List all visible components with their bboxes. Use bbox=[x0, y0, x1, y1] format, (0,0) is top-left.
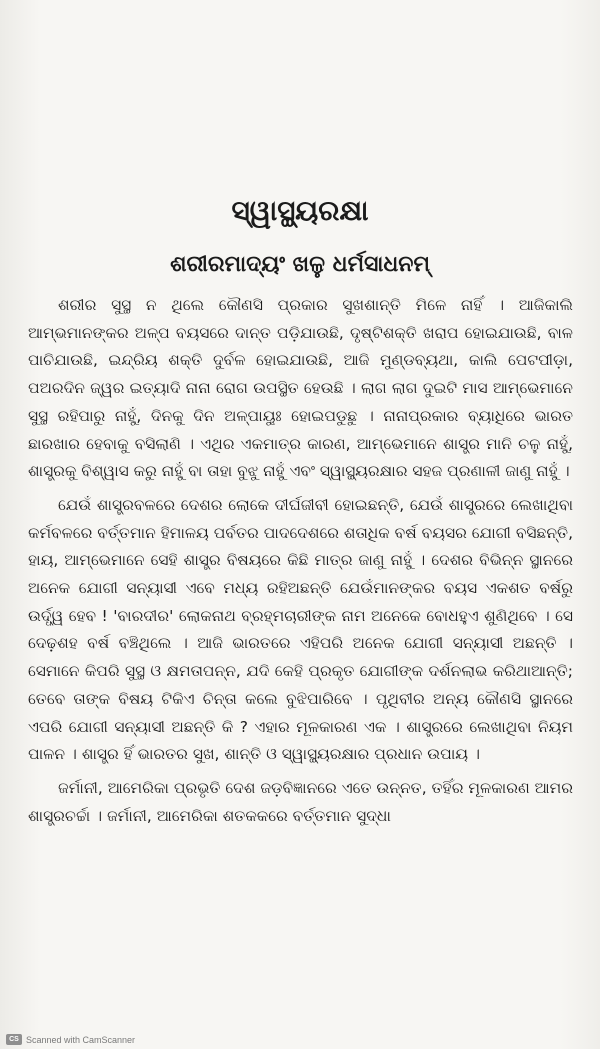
camscanner-logo-icon: CS bbox=[6, 1034, 22, 1045]
paragraph-1: ଶରୀର ସୁସ୍ଥ ନ ଥିଲେ କୌଣସି ପ୍ରକାର ସୁଖଶାନ୍ତି ମିଳେ ନାହିଁ । ଆଜିକାଲି ଆମ୍ଭମାନଙ୍କର ଅଳ୍ପ ବୟସରେ ଦାନ୍ତ ପଡ଼ିଯାଉଛି, ଦୃଷ୍ଟିଶକ୍ତି ଖରାପ ହୋଇଯାଉଛି, ବାଳ ପାଚିଯାଉଛି, ଇନ୍ଦ୍ରିୟ ଶକ୍ତି ଦୁର୍ବଳ ହୋଇଯାଉଛି, ଆଜି ମୁଣ୍ଡବ୍ୟଥା, କାଲି ପେଟପୀଡ଼ା, ପଅରଦିନ ଜ୍ୱର ଇତ୍ୟାଦି ନାନା ରୋଗ ଉପସ୍ଥିତ ହେଉଛି । ଲାଗ ଲାଗ ଦୁଇଟି ମାସ ଆମ୍ଭେମାନେ ସୁସ୍ଥ ରହିପାରୁ ନାହୁଁ, ଦିନକୁ ଦିନ ଅଳ୍ପାୟୁଃ ହୋଇପଡୁଛୁ । ନାନାପ୍ରକାର ବ୍ୟାଧିରେ ଭାରତ ଛାରଖାର ହେବାକୁ ବସିଲାଣି । ଏଥିର ଏକମାତ୍ର କାରଣ, ଆମ୍ଭେମାନେ ଶାସ୍ତ୍ର ମାନି ଚଳୁ ନାହୁଁ, ଶାସ୍ତ୍ରକୁ ବିଶ୍ୱାସ କରୁ ନାହୁଁ ବା ତାହା ବୁଝୁ ନାହୁଁ ଏବଂ ସ୍ୱାସ୍ଥ୍ୟରକ୍ଷାର ସହଜ ପ୍ରଣାଳୀ ଜାଣୁ ନାହୁଁ । bbox=[28, 296, 573, 481]
page-title: ସ୍ୱାସ୍ଥ୍ୟରକ୍ଷା bbox=[231, 194, 369, 227]
scanner-label: Scanned with CamScanner bbox=[26, 1034, 136, 1045]
paragraph-3: ଜର୍ମାନୀ, ଆମେରିକା ପ୍ରଭୃତି ଦେଶ ଜଡ଼ବିଜ୍ଞାନରେ ଏତେ ଉନ୍ନତ, ତହିଁର ମୂଳକାରଣ ଆମର ଶାସ୍ତ୍ରଚର୍ଚ୍ଚା । ଜର୍ମାନୀ, ଆମେରିକା ଶତକକରେ ବର୍ତ୍ତମାନ ସୁଦ୍ଧା bbox=[28, 778, 573, 825]
paragraph-2: ଯେଉଁ ଶାସ୍ତ୍ରବଳରେ ଦେଶର ଲୋକେ ଦୀର୍ଘଜୀବୀ ହୋଇଛନ୍ତି, ଯେଉଁ ଶାସ୍ତ୍ରରେ ଲେଖାଥିବା କର୍ମବଳରେ ବର୍ତ୍ତମାନ ହିମାଳୟ ପର୍ବତର ପାଦଦେଶରେ ଶତାଧିକ ବର୍ଷ ବୟସର ଯୋଗୀ ବସିଛନ୍ତି, ହାୟ, ଆମ୍ଭେମାନେ ସେହି ଶାସ୍ତ୍ର ବିଷୟରେ କିଛି ମାତ୍ର ଜାଣୁ ନାହୁଁ । ଦେଶର ବିଭିନ୍ନ ସ୍ଥାନରେ ଅନେକ ଯୋଗୀ ସନ୍ୟାସୀ ଏବେ ମଧ୍ୟ ରହିଅଛନ୍ତି ଯେଉଁମାନଙ୍କର ବୟସ ଏକଶତ ବର୍ଷରୁ ଉର୍ଦ୍ଧ୍ୱ ହେବ ! 'ବାରଦୀର' ଲୋକନାଥ ବ୍ରହ୍ମଚାରୀଙ୍କ ନାମ ଅନେକେ ବୋଧହୁଏ ଶୁଣିଥିବେ । ସେ ଦେଢ଼ଶହ ବର୍ଷ ବଞ୍ଚିଥିଲେ । ଆଜି ଭାରତରେ ଏହିପରି ଅନେକ ଯୋଗୀ ସନ୍ୟାସୀ ଅଛନ୍ତି । ସେମାନେ କିପରି ସୁସ୍ଥ ଓ କ୍ଷମତାପନ୍ନ, ଯଦି କେହି ପ୍ରକୃତ ଯୋଗୀଙ୍କ ଦର୍ଶନଲାଭ କରିଥାଆନ୍ତି; ତେବେ ତାଙ୍କ ବିଷୟ ଟିକିଏ ଚିନ୍ତା କଲେ ବୁଝିପାରିବେ । ପୃଥିବୀର ଅନ୍ୟ କୌଣସି ସ୍ଥାନରେ ଏପରି ଯୋଗୀ ସନ୍ୟାସୀ ଅଛନ୍ତି କି ? ଏହାର ମୂଳକାରଣ ଏକ । ଶାସ୍ତ୍ରରେ ଲେଖାଥିବା ନିୟମ ପାଳନ । ଶାସ୍ତ୍ର ହିଁ ଭାରତର ସୁଖ, ଶାନ୍ତି ଓ ସ୍ୱାସ୍ଥ୍ୟରକ୍ଷାର ପ୍ରଧାନ ଉପାୟ । bbox=[28, 495, 573, 764]
page-subtitle: ଶରୀରମାଦ୍ୟଂ ଖଳୁ ଧର୍ମସାଧନମ୍ bbox=[170, 252, 430, 277]
body-text bbox=[28, 292, 573, 836]
scanner-watermark bbox=[6, 1034, 135, 1045]
